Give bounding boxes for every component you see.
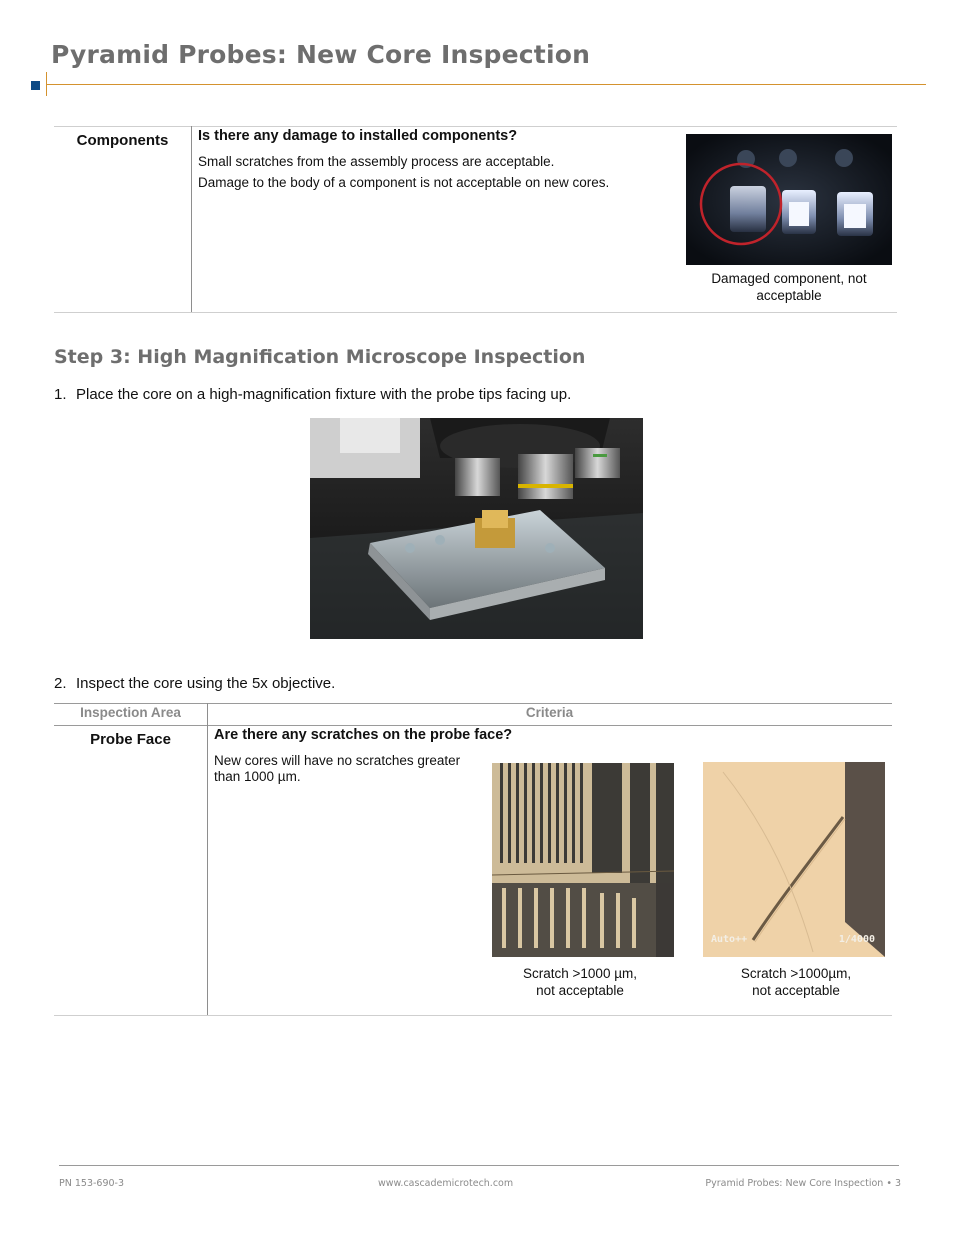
accent-square bbox=[31, 81, 40, 90]
footer-rule bbox=[59, 1165, 899, 1166]
probe-face-question: Are there any scratches on the probe face? bbox=[214, 727, 513, 743]
header-criteria: Criteria bbox=[525, 705, 574, 720]
footer-page-label: Pyramid Probes: New Core Inspection • 3 bbox=[705, 1178, 901, 1189]
components-table-divider bbox=[191, 126, 192, 312]
components-table-bottom-rule bbox=[54, 312, 897, 313]
image-overlay-auto: Auto++ bbox=[711, 934, 748, 945]
components-table-top-rule bbox=[54, 126, 897, 127]
step-2-text: Inspect the core using the 5x objective. bbox=[76, 675, 336, 692]
page-title: Pyramid Probes: New Core Inspection bbox=[51, 40, 591, 69]
probe-scratch-image-1 bbox=[492, 763, 674, 957]
inspection-area-components: Components bbox=[76, 132, 169, 149]
image-overlay-shutter: 1/4000 bbox=[838, 934, 875, 945]
probe-scratch-image-2 bbox=[703, 762, 885, 957]
step-1 bbox=[54, 386, 571, 403]
step-2 bbox=[54, 675, 335, 692]
criteria-table-bottom-rule bbox=[54, 1015, 892, 1016]
scratch-caption-1 bbox=[492, 965, 668, 999]
header-inspection-area: Inspection Area bbox=[80, 705, 181, 720]
scratch-caption-1-line1: Scratch >1000 µm, bbox=[523, 966, 637, 981]
damaged-component-image bbox=[686, 134, 892, 265]
step-1-text: Place the core on a high-magnification fixture with the probe tips facing up. bbox=[76, 386, 572, 403]
scratch-caption-1-line2: not acceptable bbox=[536, 983, 624, 998]
step3-heading: Step 3: High Magnification Microscope Inspection bbox=[54, 346, 586, 368]
probe-face-criteria: New cores will have no scratches greater than 1000 µm. bbox=[214, 753, 461, 784]
step-2-number: 2. bbox=[54, 675, 67, 692]
criteria-table-divider bbox=[207, 703, 208, 1015]
components-criteria-2: Damage to the body of a component is not acceptable on new cores. bbox=[198, 175, 610, 190]
scratch-caption-2-line1: Scratch >1000µm, bbox=[740, 966, 852, 981]
scratch-caption-2 bbox=[706, 965, 886, 999]
microscope-fixture-image bbox=[310, 418, 643, 639]
criteria-header-rule bbox=[54, 725, 892, 726]
footer-part-number: PN 153-690-3 bbox=[59, 1178, 125, 1189]
scratch-caption-2-line2: not acceptable bbox=[752, 983, 840, 998]
step-1-number: 1. bbox=[54, 386, 67, 403]
criteria-table-top-rule bbox=[54, 703, 892, 704]
inspection-area-probe-face: Probe Face bbox=[90, 731, 171, 748]
components-question: Is there any damage to installed components? bbox=[198, 128, 518, 144]
components-criteria-1: Small scratches from the assembly process are acceptable. bbox=[198, 154, 555, 169]
header-rule bbox=[46, 84, 926, 85]
footer-website: www.cascademicrotech.com bbox=[378, 1178, 514, 1189]
damaged-component-caption: Damaged component, not acceptable bbox=[711, 271, 867, 303]
